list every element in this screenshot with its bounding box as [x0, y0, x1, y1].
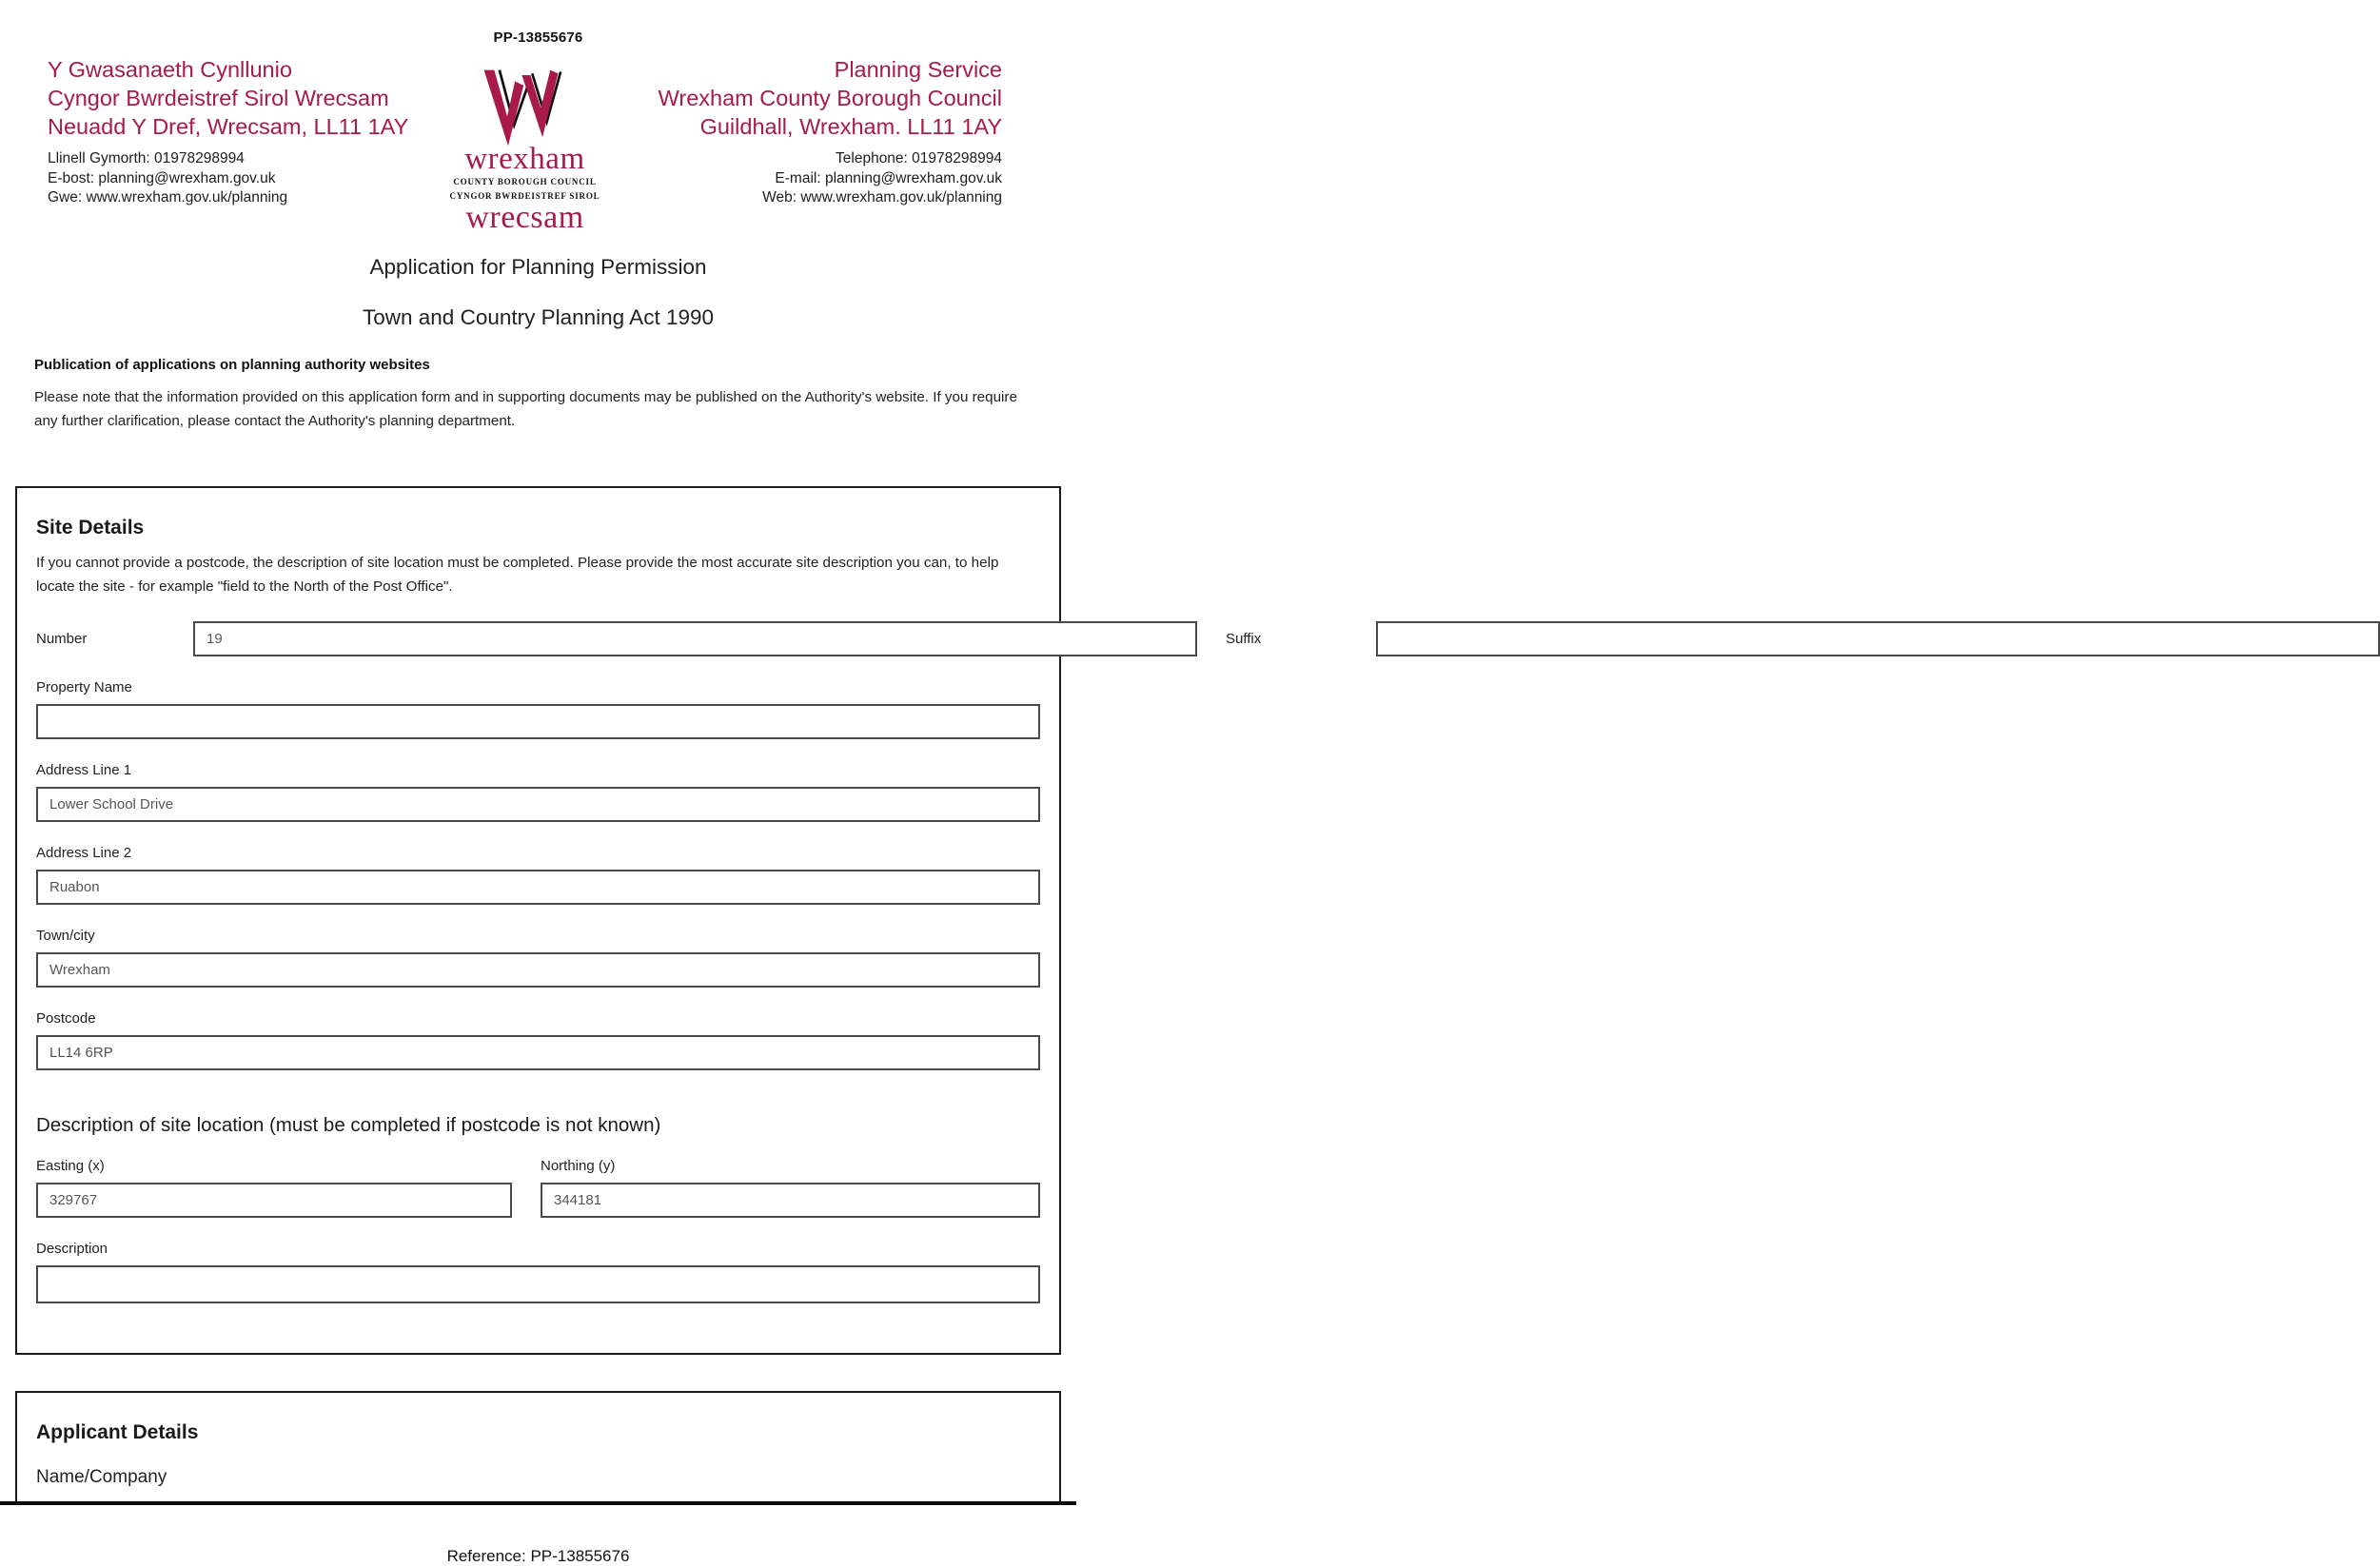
northing-label: Northing (y): [541, 1158, 616, 1174]
publication-body: Please note that the information provided on this application form and in supporting documents may be published on the Authority's website. If you require any further clarification, please contact the Authority's planning department.: [34, 389, 1017, 429]
northing-input[interactable]: [541, 1183, 1040, 1218]
number-input[interactable]: [193, 621, 1197, 656]
address-line-2-input[interactable]: [36, 870, 1040, 905]
property-name-input[interactable]: [36, 704, 1040, 739]
council-logo: [440, 55, 611, 235]
welsh-council-name: Cyngor Bwrdeistref Sirol Wrecsam: [48, 86, 389, 110]
english-service-name: Planning Service: [834, 57, 1002, 82]
town-city-input[interactable]: [36, 952, 1040, 988]
logo-wordmark-cy: wrecsam: [465, 200, 584, 235]
postcode-label: Postcode: [36, 1010, 96, 1027]
property-name-label: Property Name: [36, 679, 132, 695]
english-address: Guildhall, Wrexham. LL11 1AY: [699, 114, 1002, 139]
easting-input[interactable]: [36, 1183, 512, 1218]
wrexham-w-icon: [472, 67, 579, 148]
logo-wordmark-en: wrexham: [464, 142, 585, 176]
logo-caps-en: COUNTY BOROUGH COUNCIL: [453, 177, 597, 186]
letterhead: [0, 46, 1076, 235]
welsh-phone: Llinell Gymorth: 01978298994: [48, 150, 245, 166]
english-council-name: Wrexham County Borough Council: [658, 86, 1002, 110]
welsh-email: E-bost: planning@wrexham.gov.uk: [48, 169, 276, 186]
suffix-input[interactable]: [1376, 621, 2380, 656]
site-details-heading: Site Details: [36, 517, 145, 538]
english-web: Web: www.wrexham.gov.uk/planning: [762, 189, 1002, 206]
name-company-label: Name/Company: [36, 1467, 167, 1487]
applicant-details-heading: Applicant Details: [36, 1421, 199, 1443]
easting-label: Easting (x): [36, 1158, 105, 1174]
page-break-divider: [0, 1501, 1076, 1505]
letterhead-welsh: [48, 55, 440, 208]
logo-caps-cy: CYNGOR BWRDEISTREF SIROL: [449, 191, 600, 201]
address-line-1-input[interactable]: [36, 787, 1040, 822]
publication-note: [34, 357, 1042, 433]
town-city-label: Town/city: [36, 928, 95, 944]
english-email: E-mail: planning@wrexham.gov.uk: [775, 169, 1002, 186]
publication-heading: Publication of applications on planning authority websites: [34, 357, 430, 373]
welsh-web: Gwe: www.wrexham.gov.uk/planning: [48, 189, 288, 206]
postcode-input[interactable]: [36, 1035, 1040, 1070]
site-details-intro: If you cannot provide a postcode, the description of site location must be completed. Please provide the most accurate site description you can, to help locate the site - for example "field to the North of the Post Office".: [36, 555, 999, 595]
site-location-heading: Description of site location (must be completed if postcode is not known): [36, 1114, 661, 1136]
address-line-2-label: Address Line 2: [36, 845, 132, 861]
footer-reference: Reference: PP-13855676: [446, 1547, 630, 1565]
welsh-service-name: Y Gwasanaeth Cynllunio: [48, 57, 292, 82]
form-subtitle: Town and Country Planning Act 1990: [363, 305, 714, 329]
english-phone: Telephone: 01978298994: [836, 150, 1002, 166]
suffix-label: Suffix: [1226, 631, 1262, 647]
letterhead-english: [611, 55, 1003, 208]
top-reference: PP-13855676: [493, 29, 583, 46]
description-input[interactable]: [36, 1265, 1040, 1303]
form-title: Application for Planning Permission: [369, 255, 707, 279]
applicant-details-section: [15, 1391, 1061, 1501]
number-label: Number: [36, 631, 88, 647]
site-details-section: [15, 486, 1262, 1355]
welsh-address: Neuadd Y Dref, Wrecsam, LL11 1AY: [48, 114, 409, 139]
description-label: Description: [36, 1241, 108, 1257]
address-line-1-label: Address Line 1: [36, 762, 132, 778]
